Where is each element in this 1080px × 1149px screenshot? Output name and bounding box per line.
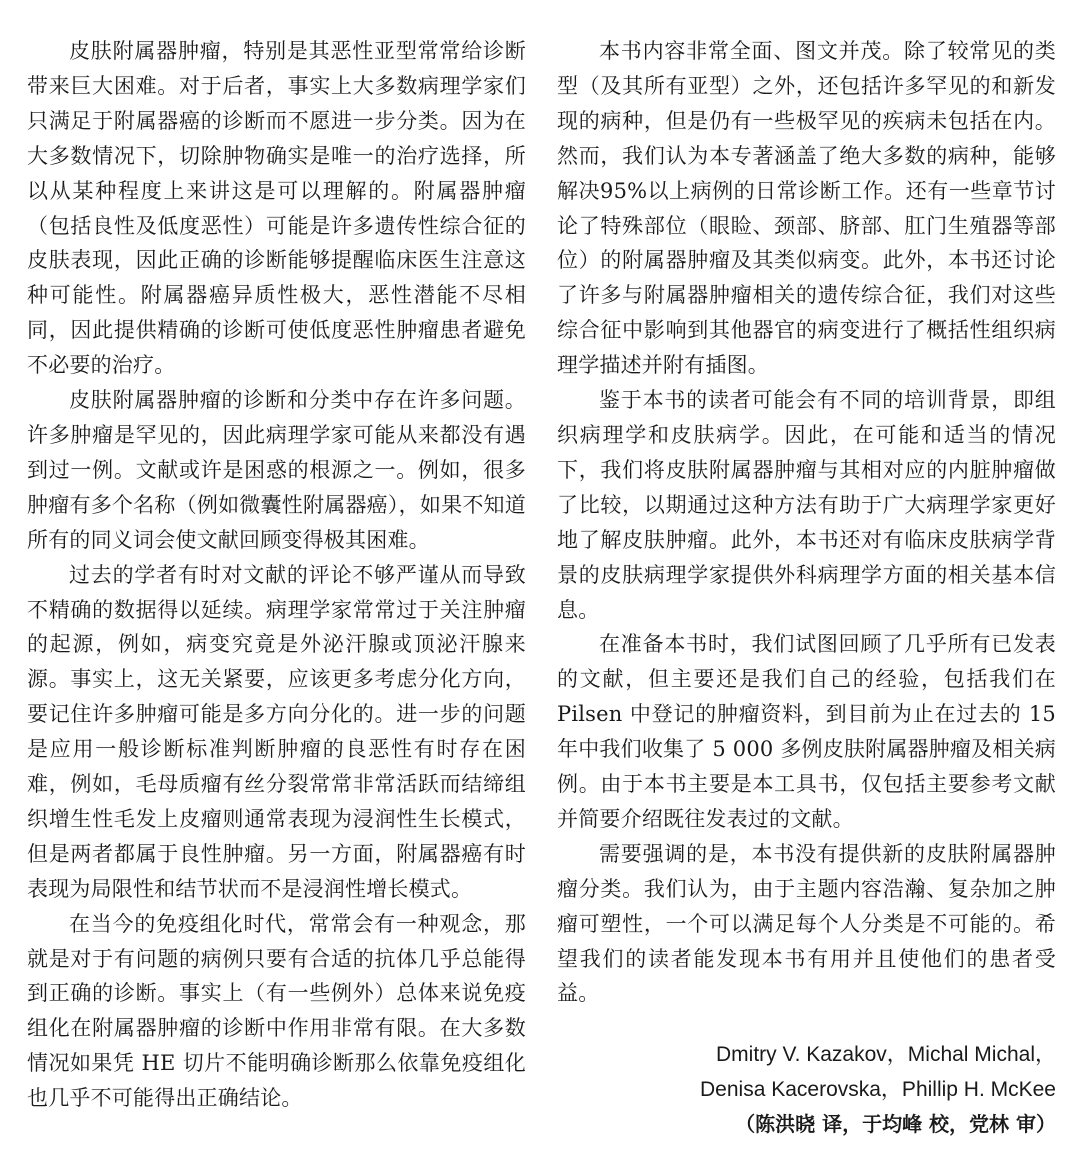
author-signature: [557, 1037, 1056, 1142]
paragraph: 过去的学者有时对文献的评论不够严谨从而导致不精确的数据得以延续。病理学家常常过于关注肿瘤的起源，例如，病变究竟是外泌汗腺或顶泌汗腺来源。事实上，这无关紧要，应该更多考虑分化方向，要记住许多肿瘤可能是多方向分化的。进一步的问题是应用一般诊断标准判断肿瘤的良恶性有时存在困难，例如，毛母质瘤有丝分裂常常非常活跃而结缔组织增生性毛发上皮瘤则通常表现为浸润性生长模式，但是两者都属于良性肿瘤。另一方面，附属器癌有时表现为局限性和结节状而不是浸润性增长模式。: [27, 562, 526, 901]
authors-line-2: Denisa Kacerovska，Phillip H. McKee: [700, 1078, 1056, 1102]
authors-line-1: Dmitry V. Kazakov，Michal Michal，: [716, 1043, 1056, 1067]
left-column: [27, 34, 526, 1149]
paragraph: 皮肤附属器肿瘤，特别是其恶性亚型常常给诊断带来巨大困难。对于后者，事实上大多数病理学家们只满足于附属器癌的诊断而不愿进一步分类。因为在大多数情况下，切除肿物确实是唯一的治疗选择，所以从某种程度上来讲这是可以理解的。附属器肿瘤（包括良性及低度恶性）可能是许多遗传性综合征的皮肤表现，因此正确的诊断能够提醒临床医生注意这种可能性。附属器癌异质性极大，恶性潜能不尽相同，因此提供精确的诊断可使低度恶性肿瘤患者避免不必要的治疗。: [27, 39, 526, 378]
paragraph: 在准备本书时，我们试图回顾了几乎所有已发表的文献，但主要还是我们自己的经验，包括我们在 Pilsen 中登记的肿瘤资料，到目前为止在过去的 15 年中我们收集了 5 000 多例皮肤附属器肿瘤及相关病例。由于本书主要是本工具书，仅包括主要参考文献并简要介绍既往发表过的文献。: [557, 632, 1056, 831]
paragraph: 本书内容非常全面、图文并茂。除了较常见的类型（及其所有亚型）之外，还包括许多罕见的和新发现的病种，但是仍有一些极罕见的疾病未包括在内。然而，我们认为本专著涵盖了绝大多数的病种，能够解决95%以上病例的日常诊断工作。还有一些章节讨论了特殊部位（眼睑、颈部、脐部、肛门生殖器等部位）的附属器肿瘤及其类似病变。此外，本书还讨论了许多与附属器肿瘤相关的遗传综合征，我们对这些综合征中影响到其他器官的病变进行了概括性组织病理学描述并附有插图。: [557, 39, 1056, 378]
translator-credits: （陈洪晓 译，于均峰 校，党林 审）: [735, 1112, 1056, 1137]
paragraph: 鉴于本书的读者可能会有不同的培训背景，即组织病理学和皮肤病学。因此，在可能和适当的情况下，我们将皮肤附属器肿瘤与其相对应的内脏肿瘤做了比较，以期通过这种方法有助于广大病理学家更好地了解皮肤肿瘤。此外，本书还对有临床皮肤病学背景的皮肤病理学家提供外科病理学方面的相关基本信息。: [557, 388, 1056, 622]
right-column: [557, 34, 1056, 1149]
paragraph: 皮肤附属器肿瘤的诊断和分类中存在许多问题。许多肿瘤是罕见的，因此病理学家可能从来都没有遇到过一例。文献或许是困惑的根源之一。例如，很多肿瘤有多个名称（例如微囊性附属器癌），如果不知道所有的同义词会使文献回顾变得极其困难。: [27, 388, 526, 552]
paragraph: 在当今的免疫组化时代，常常会有一种观念，那就是对于有问题的病例只要有合适的抗体几乎总能得到正确的诊断。事实上（有一些例外）总体来说免疫组化在附属器肿瘤的诊断中作用非常有限。在大多数情况如果凭 HE 切片不能明确诊断那么依靠免疫组化也几乎不可能得出正确结论。: [27, 911, 526, 1111]
paragraph: 需要强调的是，本书没有提供新的皮肤附属器肿瘤分类。我们认为，由于主题内容浩瀚、复杂加之肿瘤可塑性，一个可以满足每个人分类是不可能的。希望我们的读者能发现本书有用并且使他们的患者受益。: [557, 841, 1056, 1006]
